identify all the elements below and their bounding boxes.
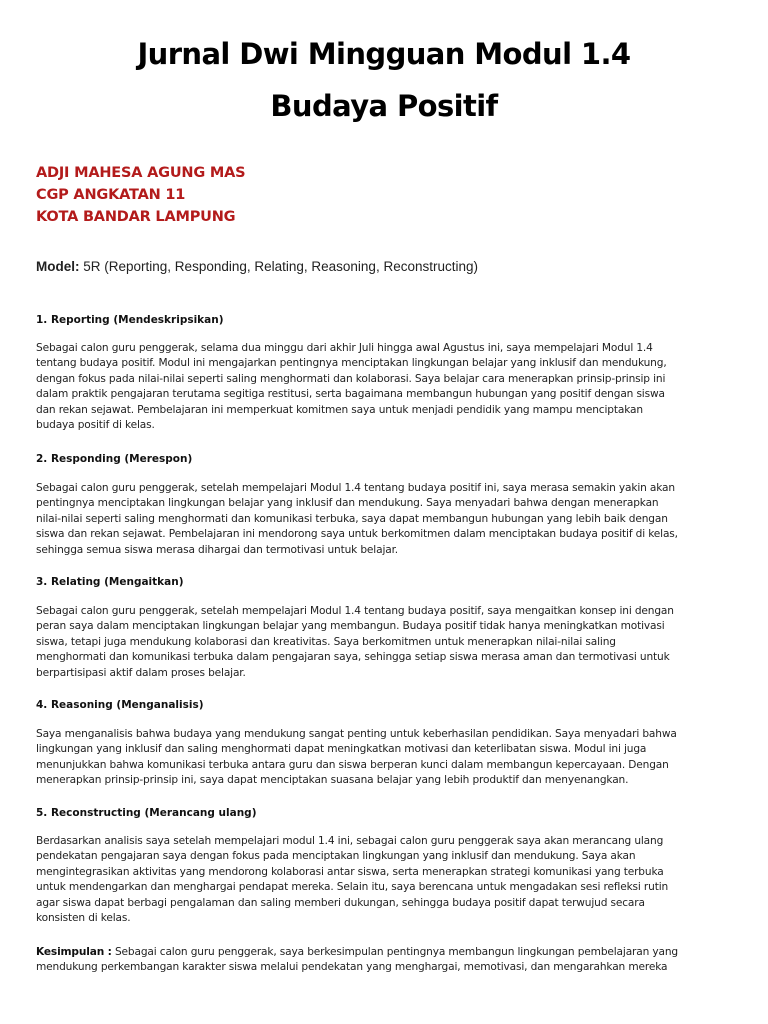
section-heading-reconstructing: 5. Reconstructing (Merancang ulang) bbox=[36, 807, 257, 819]
document-title-line-1: Jurnal Dwi Mingguan Modul 1.4 bbox=[137, 37, 631, 71]
paragraph-line: berpartisipasi aktif dalam proses belajar. bbox=[36, 666, 246, 679]
paragraph-line: tentang budaya positif. Modul ini mengajarkan pentingnya menciptakan lingkungan belajar yang inklusif dan mendukung, bbox=[36, 357, 667, 370]
paragraph-line: pentingnya menciptakan lingkungan belajar yang inklusif dan mendukung. Saya menyadari bahwa dengan menerapkan bbox=[36, 497, 659, 510]
section-heading-reasoning: 4. Reasoning (Menganalisis) bbox=[36, 699, 204, 711]
paragraph-line: peran saya dalam menciptakan lingkungan belajar yang membangun. Budaya positif tidak hanya meningkatkan motivasi bbox=[36, 620, 665, 633]
paragraph-line: Sebagai calon guru penggerak, setelah mempelajari Modul 1.4 tentang budaya positif, saya mengaitkan konsep ini dengan bbox=[36, 605, 674, 617]
author-cohort: CGP ANGKATAN 11 bbox=[36, 187, 186, 203]
paragraph-line: lingkungan yang inklusif dan saling menghormati dapat meningkatkan motivasi dan keterlibatan siswa. Modul ini juga bbox=[36, 743, 647, 756]
paragraph-line: dan rekan sejawat. Pembelajaran ini memperkuat komitmen saya untuk menjadi pendidik yang mampu menciptakan bbox=[36, 403, 643, 416]
paragraph-line: Sebagai calon guru penggerak, selama dua minggu dari akhir Juli hingga awal Agustus ini, saya mempelajari Modul 1.4 bbox=[36, 342, 653, 354]
conclusion-text-1: Sebagai calon guru penggerak, saya berkesimpulan pentingnya membangun lingkungan pembelajaran yang bbox=[111, 946, 678, 958]
paragraph-line: dalam praktik pengajaran terutama segitiga restitusi, serta bagaimana membangun hubungan yang positif dengan siswa bbox=[36, 388, 665, 401]
paragraph-line: untuk mendengarkan dan menghargai pendapat mereka. Selain itu, saya berencana untuk mengadakan sesi refleksi rutin bbox=[36, 881, 669, 894]
section-paragraph-responding bbox=[36, 481, 736, 558]
paragraph-line: Sebagai calon guru penggerak, setelah mempelajari Modul 1.4 tentang budaya positif ini, saya merasa semakin yakin akan bbox=[36, 482, 675, 494]
paragraph-line: menerapkan prinsip-prinsip ini, saya dapat menciptakan suasana belajar yang lebih produktif dan menyenangkan. bbox=[36, 774, 629, 787]
conclusion-text-2: mendukung perkembangan karakter siswa melalui pendekatan yang menghargai, memotivasi, dan mengarahkan mereka bbox=[36, 961, 668, 974]
section-paragraph-reporting bbox=[36, 341, 736, 433]
section-heading-relating: 3. Relating (Mengaitkan) bbox=[36, 576, 184, 588]
paragraph-line: pendekatan pengajaran saya dengan fokus pada menciptakan lingkungan yang inklusif dan mendukung. Saya akan bbox=[36, 850, 636, 863]
conclusion-paragraph bbox=[36, 945, 736, 976]
paragraph-line: Saya menganalisis bahwa budaya yang mendukung sangat penting untuk keberhasilan pendidikan. Saya menyadari bahwa bbox=[36, 728, 677, 740]
paragraph-line: siswa dan rekan sejawat. Pembelajaran ini mendorong saya untuk berkomitmen dalam menciptakan budaya positif di kelas, bbox=[36, 528, 678, 541]
paragraph-line: menghormati dan komunikasi terbuka dalam pengajaran saya, sehingga setiap siswa merasa aman dan termotivasi untuk bbox=[36, 651, 670, 664]
model-label: Model: bbox=[36, 259, 80, 274]
conclusion-label: Kesimpulan : bbox=[36, 946, 112, 958]
section-paragraph-reasoning bbox=[36, 727, 736, 789]
paragraph-line: menunjukkan bahwa komunikasi terbuka antara guru dan siswa berperan kunci dalam membangun kepercayaan. Dengan bbox=[36, 758, 669, 771]
paragraph-line: dengan fokus pada nilai-nilai seperti saling menghormati dan kolaborasi. Saya belajar cara menerapkan prinsip-prinsip ini bbox=[36, 372, 666, 385]
paragraph-line: budaya positif di kelas. bbox=[36, 419, 155, 432]
paragraph-line: siswa, tetapi juga mendukung kolaborasi dan kreativitas. Saya berkomitmen untuk menerapkan nilai-nilai saling bbox=[36, 635, 616, 648]
author-city: KOTA BANDAR LAMPUNG bbox=[36, 209, 236, 225]
paragraph-line: sehingga semua siswa merasa dihargai dan termotivasi untuk belajar. bbox=[36, 543, 399, 556]
model-value: 5R (Reporting, Responding, Relating, Reasoning, Reconstructing) bbox=[83, 259, 478, 274]
paragraph-line: Berdasarkan analisis saya setelah mempelajari modul 1.4 ini, sebagai calon guru penggerak saya akan merancang ulang bbox=[36, 835, 664, 847]
paragraph-line: konsisten di kelas. bbox=[36, 912, 131, 925]
section-heading-reporting: 1. Reporting (Mendeskripsikan) bbox=[36, 314, 224, 326]
section-paragraph-relating bbox=[36, 604, 736, 681]
author-name: ADJI MAHESA AGUNG MAS bbox=[36, 165, 246, 181]
model-line bbox=[36, 258, 478, 276]
conclusion-line-1 bbox=[36, 945, 736, 960]
paragraph-line: agar siswa dapat berbagi pengalaman dan saling memberi dukungan, sehingga budaya positif dapat terwujud secara bbox=[36, 896, 645, 909]
paragraph-line: nilai-nilai seperti saling menghormati dan komunikasi terbuka, saya dapat membangun hubungan yang lebih baik dengan bbox=[36, 512, 668, 525]
section-paragraph-reconstructing bbox=[36, 834, 736, 926]
document-title-line-2: Budaya Positif bbox=[270, 89, 498, 123]
paragraph-line: mengintegrasikan aktivitas yang mendorong kolaborasi antar siswa, serta menerapkan strategi komunikasi yang terbuka bbox=[36, 865, 664, 878]
section-heading-responding: 2. Responding (Merespon) bbox=[36, 453, 193, 465]
